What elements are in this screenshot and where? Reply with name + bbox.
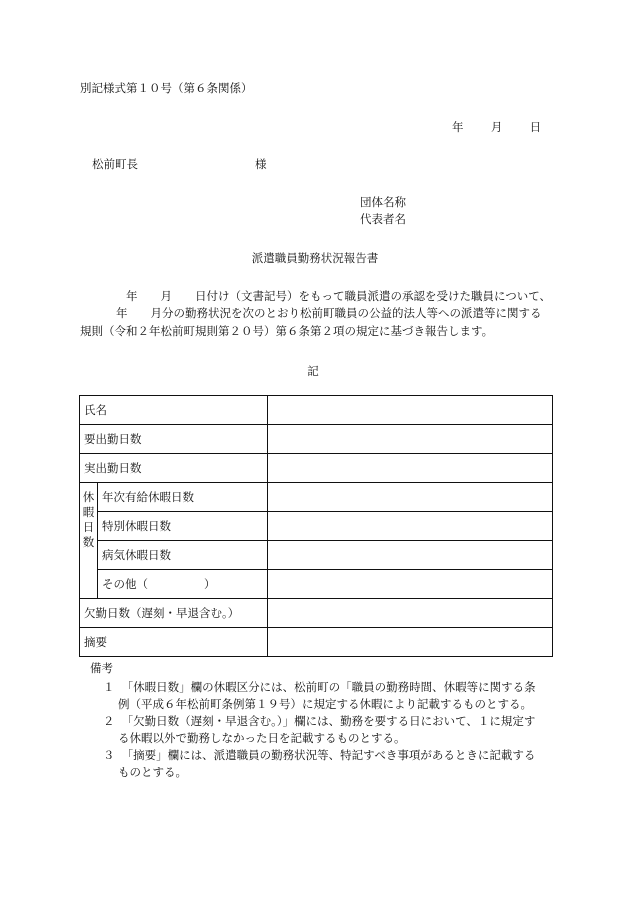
notes-heading: 備考 [90, 661, 113, 675]
addressee-title: 松前町長 [92, 157, 138, 171]
document-title: 派遣職員勤務状況報告書 [251, 251, 379, 265]
leave-group-char: 数 [82, 535, 95, 549]
org-name-label: 団体名称 [360, 195, 406, 209]
body-text-line-2: 年 月分の勤務状況を次のとおり松前町職員の公益的法人等への派遣等に関する [116, 306, 542, 320]
table-row [80, 396, 553, 425]
other-leave-open: その他（ [102, 577, 148, 591]
annual-leave-label: 年次有給休暇日数 [98, 483, 268, 512]
addressee [92, 156, 267, 172]
note-1-line-2: 例（平成６年松前町条例第１９号）に規定する休暇により記載するものとする。 [118, 697, 532, 711]
report-table [79, 395, 553, 657]
other-leave-value-cell [268, 570, 553, 599]
note-3-line-1 [103, 747, 535, 763]
note-2-line-2: る休暇以外で勤務しなかった日を記載するものとする。 [118, 731, 406, 745]
leave-group-char: 休 [82, 490, 95, 504]
table-row [80, 483, 553, 512]
body-text-line-3: 規則（令和２年松前町規則第２０号）第６条第２項の規定に基づき報告します。 [80, 324, 494, 338]
note-text: 「摘要」欄には、派遣職員の勤務状況等、特記すべき事項があるときに記載する [121, 748, 536, 762]
note-text: 「休暇日数」欄の休暇区分には、松前町の「職員の勤務時間、休暇等に関する条 [121, 680, 536, 694]
note-2-line-1 [103, 713, 535, 729]
form-number: 別記様式第１０号（第６条関係） [80, 81, 253, 95]
leave-days-group-label [80, 483, 98, 599]
date-line [452, 119, 541, 135]
note-number: ２ [103, 714, 115, 728]
special-leave-value-cell [268, 512, 553, 541]
table-row [80, 512, 553, 541]
table-row [80, 454, 553, 483]
absence-days-label: 欠勤日数（遅刻・早退含む。） [80, 599, 268, 628]
required-days-value-cell [268, 425, 553, 454]
ki-heading: 記 [307, 364, 319, 378]
actual-days-value-cell [268, 454, 553, 483]
name-label: 氏名 [80, 396, 268, 425]
sick-leave-label: 病気休暇日数 [98, 541, 268, 570]
note-3-line-2: ものとする。 [118, 765, 187, 779]
table-row [80, 599, 553, 628]
representative-label: 代表者名 [360, 212, 406, 226]
date-year-label: 年 [452, 120, 464, 134]
table-row [80, 570, 553, 599]
name-value-cell [268, 396, 553, 425]
actual-days-label: 実出勤日数 [80, 454, 268, 483]
sick-leave-value-cell [268, 541, 553, 570]
leave-group-char: 暇 [82, 505, 95, 519]
remarks-label: 摘要 [80, 628, 268, 657]
table-row [80, 541, 553, 570]
note-number: １ [103, 680, 115, 694]
leave-group-char: 日 [82, 520, 95, 534]
annual-leave-value-cell [268, 483, 553, 512]
other-leave-label [98, 570, 268, 599]
table-row [80, 425, 553, 454]
note-text: 「欠勤日数（遅刻・早退含む。）」欄には、勤務を要する日において、１に規定す [121, 714, 536, 728]
body-text-line-1: 年 月 日付け（文書記号）をもって職員派遣の承認を受けた職員について、 [126, 289, 552, 303]
other-leave-close: ） [204, 577, 216, 591]
required-days-label: 要出勤日数 [80, 425, 268, 454]
table-row [80, 628, 553, 657]
date-month-label: 月 [490, 120, 503, 134]
special-leave-label: 特別休暇日数 [98, 512, 268, 541]
absence-days-value-cell [268, 599, 553, 628]
note-number: ３ [103, 748, 115, 762]
addressee-honorific: 様 [255, 157, 267, 171]
date-day-label: 日 [529, 120, 542, 134]
remarks-value-cell [268, 628, 553, 657]
note-1-line-1 [103, 679, 536, 695]
